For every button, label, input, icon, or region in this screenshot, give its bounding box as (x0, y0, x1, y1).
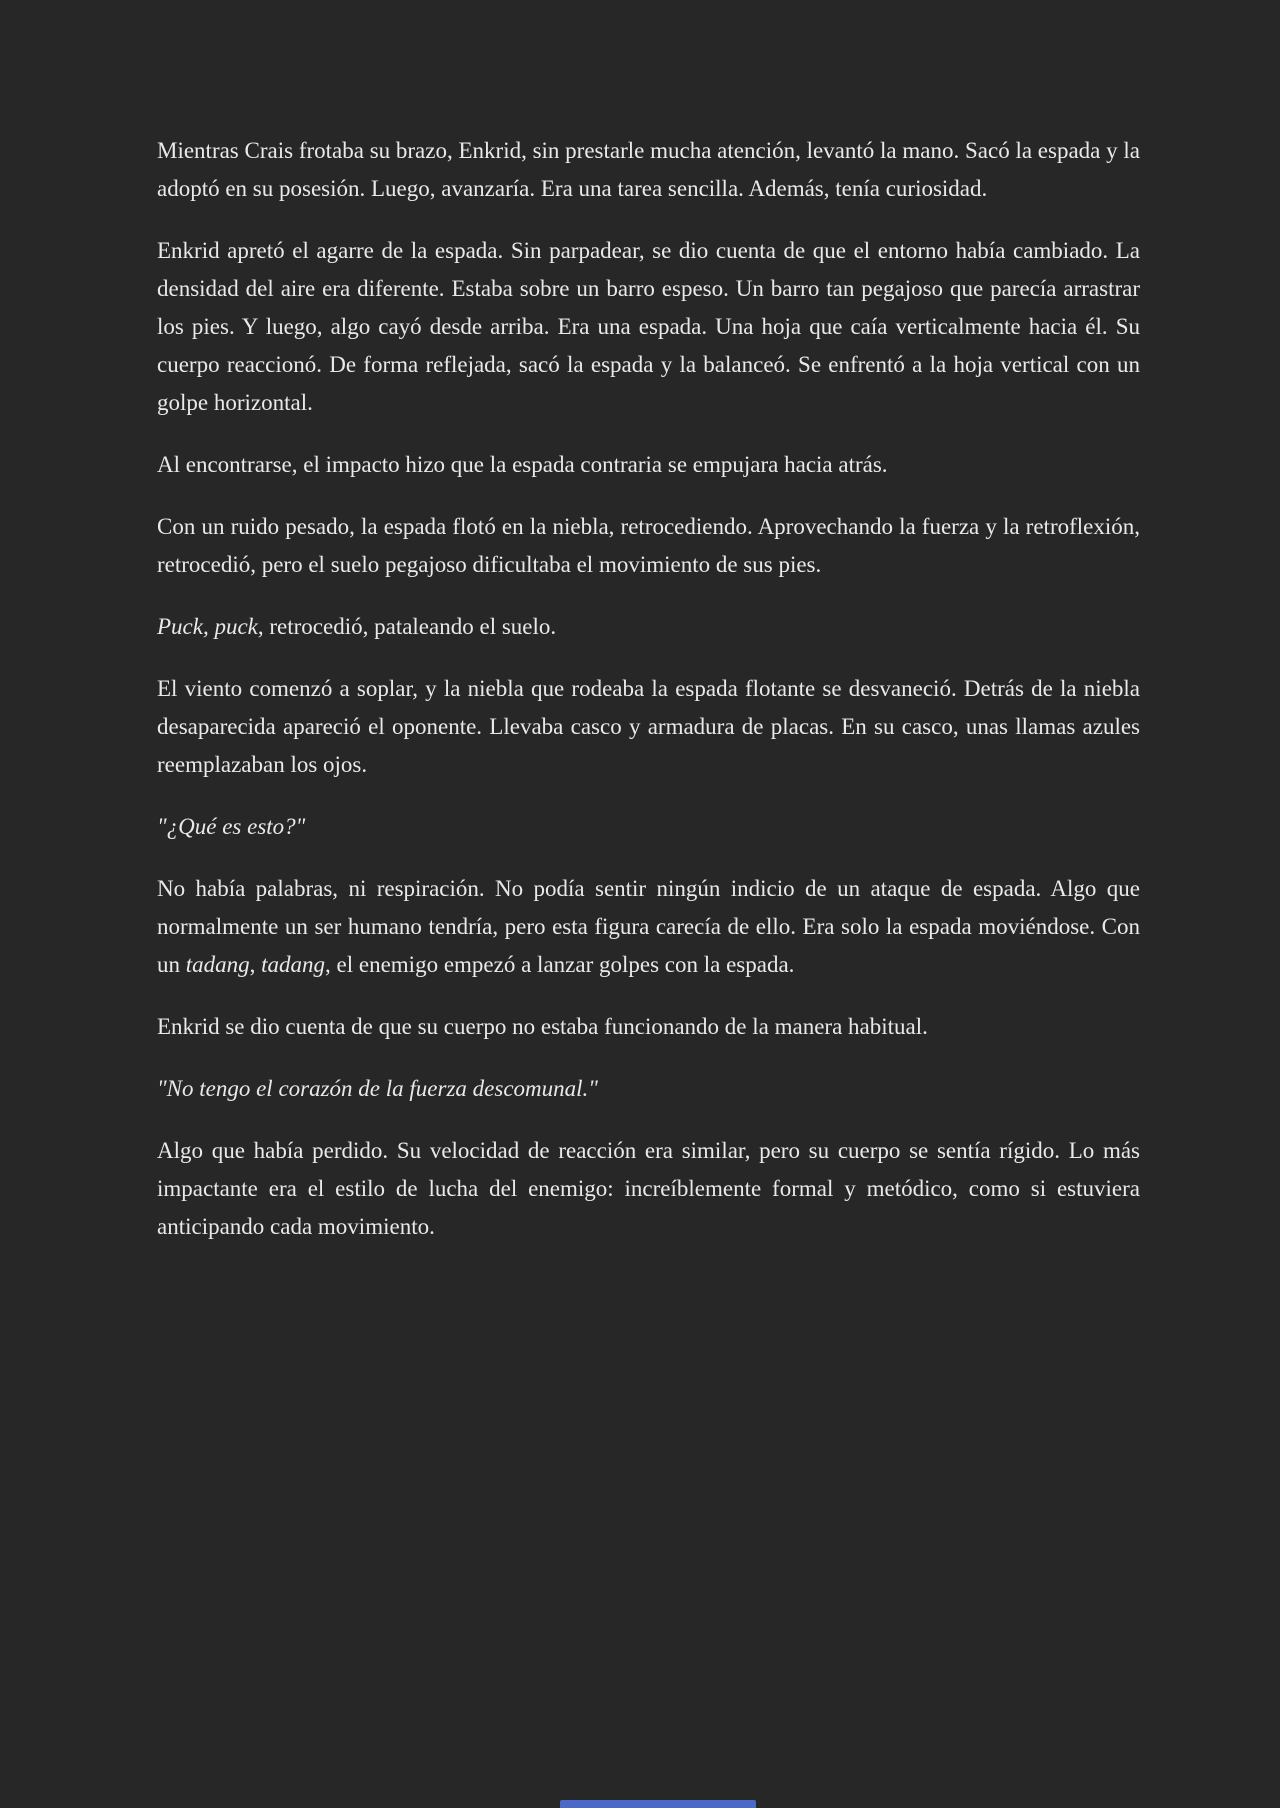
partial-link-indicator[interactable] (560, 1800, 756, 1808)
paragraph-8-start: No había palabras, ni respiración. No podía sentir ningún indicio de un ataque de espada. Algo que normalmente un ser humano tendría, pero esta figura carecía de ello. Era solo la espada moviéndose. Con un (157, 876, 1140, 977)
paragraph-8-separator: , (249, 952, 262, 977)
paragraph-11: Algo que había perdido. Su velocidad de reacción era similar, pero su cuerpo se sentía rígido. Lo más impactante era el estilo de lucha del enemigo: increíblemente formal y metódico, como si estuviera anticipando cada movimiento. (157, 1138, 1140, 1239)
paragraph-6: El viento comenzó a soplar, y la niebla que rodeaba la espada flotante se desvaneció. Detrás de la niebla desaparecida apareció el oponente. Llevaba casco y armadura de placas. En su casco, unas llamas azules reemplazaban los ojos. (157, 676, 1140, 777)
paragraph-1: Mientras Crais frotaba su brazo, Enkrid, sin prestarle mucha atención, levantó la mano. Sacó la espada y la adoptó en su posesión. Luego, avanzaría. Era una tarea sencilla. Además, tenía curiosidad. (157, 138, 1140, 201)
paragraph-3: Al encontrarse, el impacto hizo que la espada contraria se empujara hacia atrás. (157, 452, 888, 477)
paragraph-8-end: , el enemigo empezó a lanzar golpes con la espada. (325, 952, 795, 977)
paragraph-10-quote: "No tengo el corazón de la fuerza descomunal." (157, 1076, 598, 1101)
paragraph-5-rest: , retrocedió, pataleando el suelo. (257, 614, 557, 639)
chapter-text (157, 132, 1140, 1270)
onomatopoeia-text: tadang (261, 952, 326, 977)
onomatopoeia-text: Puck, puck (157, 614, 258, 639)
paragraph-4: Con un ruido pesado, la espada flotó en la niebla, retrocediendo. Aprovechando la fuerza y la retroflexión, retrocedió, pero el suelo pegajoso dificultaba el movimiento de sus pies. (157, 514, 1140, 577)
paragraph-5 (157, 608, 1140, 646)
paragraph-7-quote: "¿Qué es esto?" (157, 814, 306, 839)
paragraph-8 (157, 870, 1140, 984)
onomatopoeia-text: tadang (185, 952, 250, 977)
paragraph-2: Enkrid apretó el agarre de la espada. Sin parpadear, se dio cuenta de que el entorno había cambiado. La densidad del aire era diferente. Estaba sobre un barro espeso. Un barro tan pegajoso que parecía arrastrar los pies. Y luego, algo cayó desde arriba. Era una espada. Una hoja que caía verticalmente hacia él. Su cuerpo reaccionó. De forma reflejada, sacó la espada y la balanceó. Se enfrentó a la hoja vertical con un golpe horizontal. (157, 238, 1140, 415)
paragraph-9: Enkrid se dio cuenta de que su cuerpo no estaba funcionando de la manera habitual. (157, 1014, 928, 1039)
